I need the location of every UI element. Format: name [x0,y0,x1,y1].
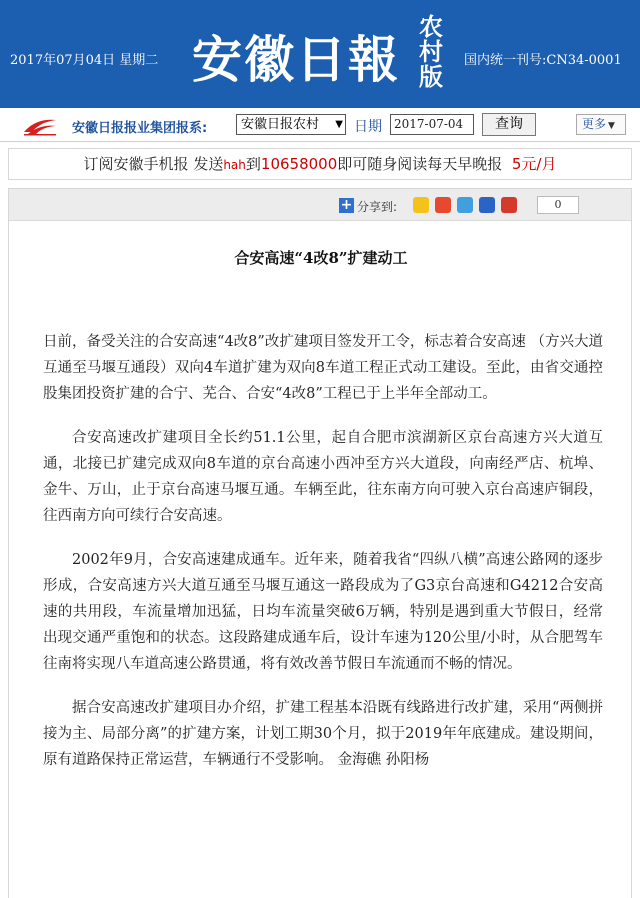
more-label: 更多 [582,117,607,131]
subscribe-suffix: 即可随身阅读每天早晚报 [337,155,503,173]
subscribe-prefix: 订阅安徽手机报 发送 [83,155,224,173]
subscribe-price: 5元/月 [511,155,557,173]
renren-icon[interactable] [479,197,495,213]
newspaper-logo: 安徽日報 [192,30,400,89]
date-label: 日期 [354,119,382,135]
article-paragraph: 据合安高速改扩建项目办介绍，扩建工程基本沿既有线路进行改扩建，采用“两侧拼接为主、局部分离”的扩建方案，计划工期30个月，拟于2019年年底建成。建设期间，原有道路保持正常运营，车辆通行不受影响。 金海礁 孙阳杨 [43,700,603,768]
share-bar [9,189,631,221]
article-paragraph: 合安高速改扩建项目全长约51.1公里，起自合肥市滨湖新区京台高速方兴大道互通，北接已扩建完成双向8车道的京台高速小西冲至方兴大道段，向南经严店、杭埠、金牛、万山，止于京台高速马堰互通。车辆至此，往东南方向可驶入京台高速庐铜段，往西南方向可续行合安高速。 [43,430,603,524]
group-label: 安徽日报报业集团报系: [72,121,208,136]
kaixin-icon[interactable] [501,197,517,213]
paper-select-value: 安徽日报农村 [241,117,320,132]
group-logo-icon [22,114,58,136]
subscribe-number: 10658000 [260,155,338,173]
subscribe-code: hah [223,158,246,172]
share-label: 分享到: [357,200,398,214]
edition-label: 农村版 [419,12,443,91]
chevron-down-icon: ▼ [335,119,343,130]
article-body [43,329,603,791]
query-button[interactable]: 查询 [482,113,536,136]
qq-weibo-icon[interactable] [457,197,473,213]
qzone-icon[interactable] [413,197,429,213]
article-paragraph: 2002年9月，合安高速建成通车。近年来，随着我省“四纵八横”高速公路网的逐步形成，合安高速方兴大道互通至马堰互通这一路段成为了G3京台高速和G4212合安高速的共用段，车流量增加迅猛，日均车流量突破6万辆，特别是遇到重大节假日，经常出现交通严重饱和的状态。这段路建成通车后，设计车速为120公里/小时，从合肥驾车往南将实现八车道高速公路贯通，将有效改善节假日车流通而不畅的情况。 [43,552,603,672]
subscribe-middle: 到 [245,155,261,173]
weibo-icon[interactable] [435,197,451,213]
share-count: 0 [537,196,579,214]
share-plus-icon[interactable]: + [340,197,353,213]
paper-select[interactable] [236,114,346,135]
date-input[interactable]: 2017-07-04 [390,114,474,135]
subscribe-banner[interactable] [8,148,632,180]
article-paragraph: 日前，备受关注的合安高速“4改8”改扩建项目签发开工令，标志着合安高速 （方兴大道互通至马堰互通段）双向4车道扩建为双向8车道工程正式动工建设。至此，由省交通控股集团投资扩建的合宁、芜合、合安“4改8”工程已于上半年全部动工。 [43,334,603,402]
article-panel [8,188,632,898]
paper-selector-toolbar [0,108,640,142]
issue-date: 2017年07月04日 星期二 [10,53,159,68]
article-title: 合安高速“4改8”扩建动工 [234,249,408,267]
masthead-banner [0,0,640,108]
more-button[interactable] [576,114,626,135]
chevron-down-icon: ▼ [608,121,615,131]
issn-number: 国内统一刊号:CN34-0001 [464,53,622,68]
